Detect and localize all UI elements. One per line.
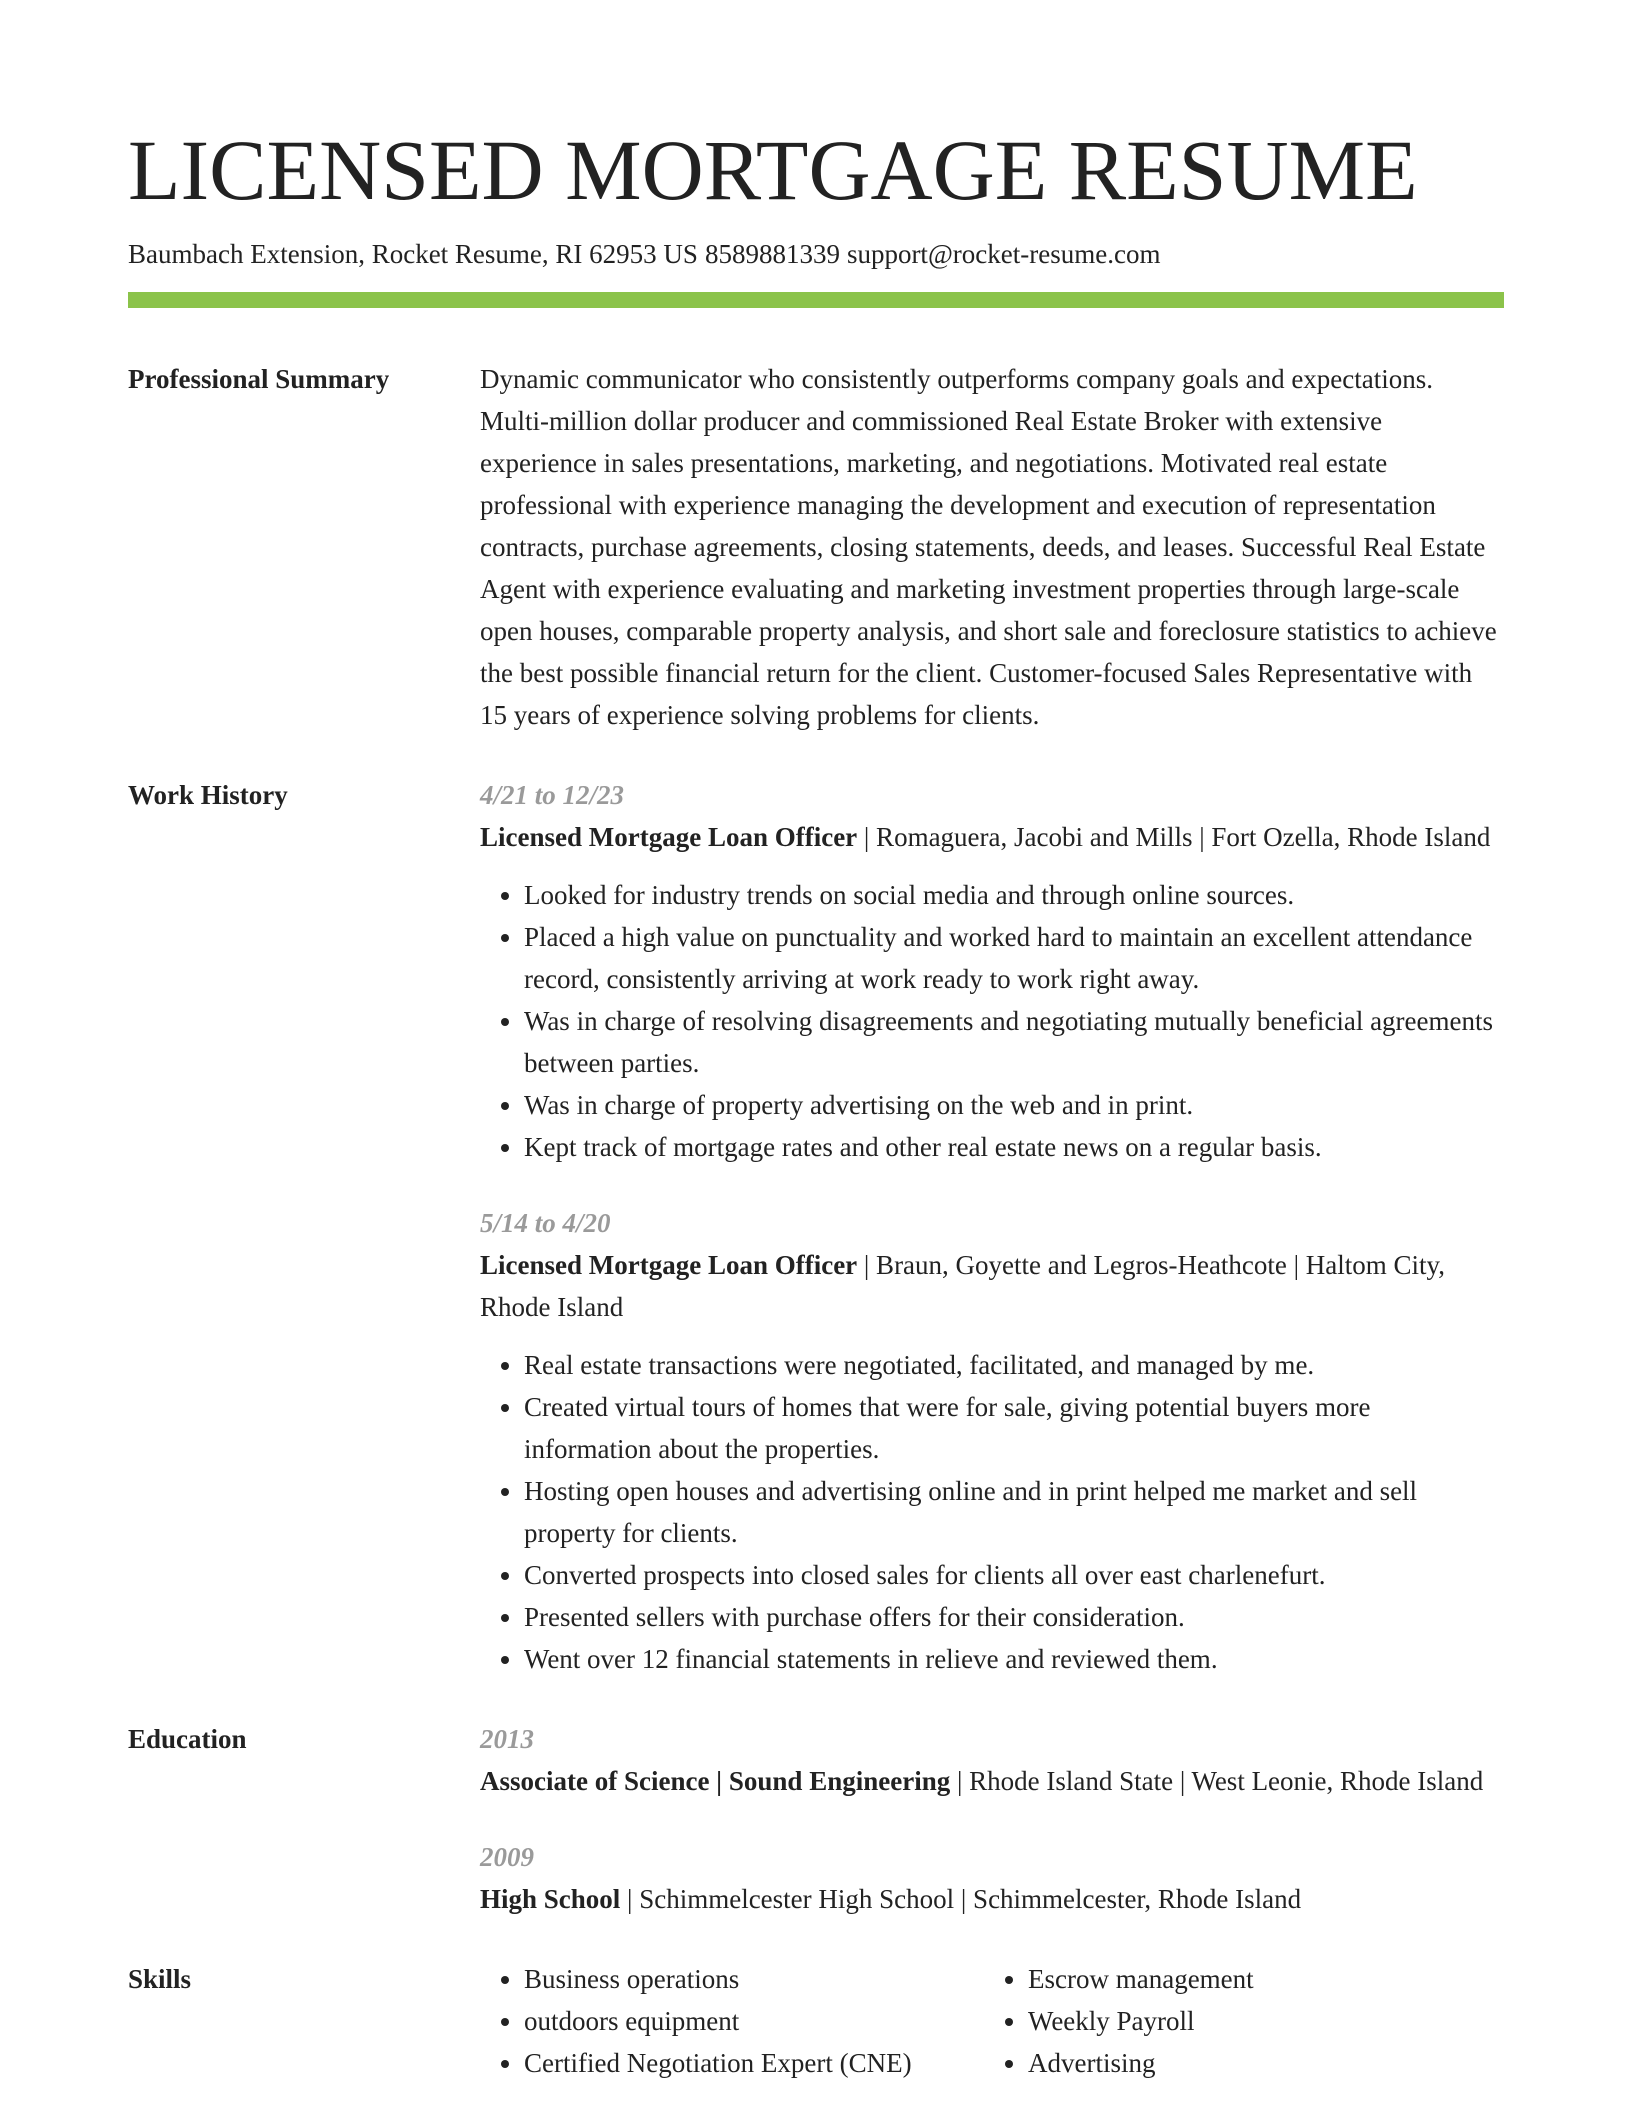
skill-item: • Escrow management bbox=[1028, 1958, 1488, 2000]
work-history-section bbox=[128, 774, 1504, 1680]
skill-item: • Business operations bbox=[524, 1958, 984, 2000]
job-title: Licensed Mortgage Loan Officer bbox=[480, 1250, 858, 1280]
job-details: | Romaguera, Jacobi and Mills | Fort Ozella, Rhode Island bbox=[857, 822, 1491, 852]
job-title-line bbox=[480, 816, 1504, 858]
skills-columns bbox=[480, 1958, 1504, 2084]
job-dates: 5/14 to 4/20 bbox=[480, 1208, 611, 1238]
contact-address: Baumbach Extension, Rocket Resume, RI 62953 US bbox=[128, 239, 698, 269]
list-item: • Went over 12 financial statements in relieve and reviewed them. bbox=[524, 1638, 1504, 1680]
job-title: Licensed Mortgage Loan Officer bbox=[480, 822, 858, 852]
degree: Associate of Science | Sound Engineering bbox=[480, 1766, 951, 1796]
list-item: • Placed a high value on punctuality and worked hard to maintain an excellent attendance record, consistently arriving at work ready to work right away. bbox=[524, 916, 1504, 1000]
summary-section bbox=[128, 358, 1504, 736]
education-year: 2009 bbox=[480, 1842, 534, 1872]
skill-item: • outdoors equipment bbox=[524, 2000, 984, 2042]
education-heading: Education bbox=[128, 1724, 247, 1754]
list-item: • Real estate transactions were negotiated, facilitated, and managed by me. bbox=[524, 1344, 1504, 1386]
list-item: • Was in charge of property advertising on the web and in print. bbox=[524, 1084, 1504, 1126]
education-title-line bbox=[480, 1878, 1504, 1920]
skill-item: • Advertising bbox=[1028, 2042, 1488, 2084]
list-item: • Hosting open houses and advertising online and in print helped me market and sell property for clients. bbox=[524, 1470, 1504, 1554]
job-entry bbox=[480, 1202, 1504, 1680]
resume-page bbox=[128, 118, 1504, 2084]
list-item: • Looked for industry trends on social media and through online sources. bbox=[524, 874, 1504, 916]
skill-item: • Certified Negotiation Expert (CNE) bbox=[524, 2042, 984, 2084]
degree: High School bbox=[480, 1884, 621, 1914]
job-details: | Braun, Goyette and Legros-Heathcote | Haltom City, Rhode Island bbox=[480, 1250, 1446, 1322]
skill-item: • Weekly Payroll bbox=[1028, 2000, 1488, 2042]
job-title-line bbox=[480, 1244, 1504, 1328]
summary-heading: Professional Summary bbox=[128, 364, 390, 394]
education-title-line bbox=[480, 1760, 1504, 1802]
list-item: • Was in charge of resolving disagreements and negotiating mutually beneficial agreements between parties. bbox=[524, 1000, 1504, 1084]
summary-text: Dynamic communicator who consistently outperforms company goals and expectations. Multi-million dollar producer and commissioned Real Estate Broker with extensive experience in sales presentations, marketing, and negotiations. Motivated real estate professional with experience managing the development and execution of representation contracts, purchase agreements, closing statements, deeds, and leases. Successful Real Estate Agent with experience evaluating and marketing investment properties through large-scale open houses, comparable property analysis, and short sale and foreclosure statistics to achieve the best possible financial return for the client. Customer-focused Sales Representative with 15 years of experience solving problems for clients. bbox=[480, 364, 1497, 730]
work-history-heading: Work History bbox=[128, 780, 288, 810]
resume-title: LICENSED MORTGAGE RESUME bbox=[128, 122, 1418, 218]
job-duties bbox=[480, 874, 1504, 1168]
contact-phone: 8589881339 bbox=[704, 239, 840, 269]
list-item: • Kept track of mortgage rates and other real estate news on a regular basis. bbox=[524, 1126, 1504, 1168]
contact-line bbox=[128, 236, 1504, 272]
list-item: • Created virtual tours of homes that were for sale, giving potential buyers more information about the properties. bbox=[524, 1386, 1504, 1470]
education-details: | Rhode Island State | West Leonie, Rhode Island bbox=[950, 1766, 1484, 1796]
education-details: | Schimmelcester High School | Schimmelcester, Rhode Island bbox=[620, 1884, 1302, 1914]
job-entry bbox=[480, 774, 1504, 1168]
education-section bbox=[128, 1718, 1504, 1920]
list-item: • Presented sellers with purchase offers for their consideration. bbox=[524, 1596, 1504, 1638]
skills-section bbox=[128, 1958, 1504, 2084]
skills-list-right bbox=[984, 1958, 1488, 2084]
job-dates: 4/21 to 12/23 bbox=[480, 780, 625, 810]
job-duties bbox=[480, 1344, 1504, 1680]
skills-heading: Skills bbox=[128, 1964, 192, 1994]
contact-email: support@rocket-resume.com bbox=[846, 239, 1161, 269]
education-year: 2013 bbox=[480, 1724, 534, 1754]
skills-list-left bbox=[480, 1958, 984, 2084]
list-item: • Converted prospects into closed sales for clients all over east charlenefurt. bbox=[524, 1554, 1504, 1596]
education-entry bbox=[480, 1718, 1504, 1802]
accent-divider bbox=[128, 292, 1504, 308]
education-entry bbox=[480, 1836, 1504, 1920]
